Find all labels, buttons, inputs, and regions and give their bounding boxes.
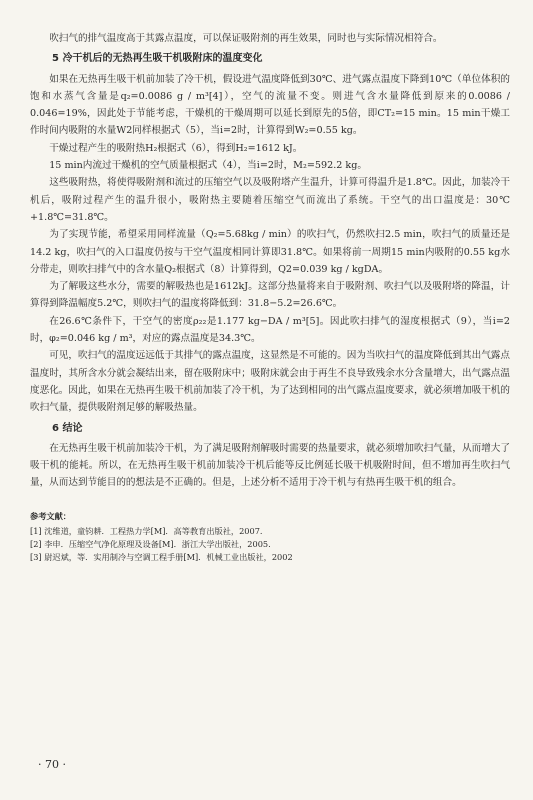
references <box>30 510 510 564</box>
paragraph: 可见，吹扫气的温度远远低于其排气的露点温度，这显然是不可能的。因为当吹扫气的温度降低到其出气露点温度时，其所含水分就会凝结出来，留在吸附床中；吸附床就会由于再生不良导致残余水分含量增大，出气露点温度恶化。因此，如果在无热再生吸干机前加装了冷干机，为了达到相同的出气露点温度要求，就必须增加吸干机的吹扫气量，提供吸附剂足够的解吸热量。 <box>30 350 510 414</box>
paragraph: 干燥过程产生的吸附热H₂根据式（6），得到H₂=1612 kJ。 <box>49 142 303 154</box>
paragraph: 15 min内流过干燥机的空气质量根据式（4），当i=2时，M₂=592.2 kg。 <box>49 160 367 172</box>
paragraph: 为了解吸这些水分，需要的解吸热也是1612kJ。这部分热量将来自于吸附剂、吹扫气以及吸附塔的降温，计算得到降温幅度5.2℃，则吹扫气的温度将降低到：31.8−5.2=26.6℃。 <box>30 281 510 310</box>
page-number: · 70 · <box>38 758 66 771</box>
paragraph: 吹扫气的排气温度高于其露点温度，可以保证吸附剂的再生效果，同时也与实际情况相符合。 <box>49 33 443 44</box>
paragraph: 为了实现节能，希望采用同样流量（Q₂=5.68kg / min）的吹扫气，仍然吹扫2.5 min，吹扫气的质量还是14.2 kg，吹扫气的入口温度仍按与干空气温度相同计算即31.8℃。如果将前一周期15 min内吸附的0.55 kg水分带走，则吹扫排气中的含水量Q₂根据式（8）计算得到，Q2=0.039 kg / kgDA。 <box>30 229 510 275</box>
paragraph: 这些吸附热，将使得吸附剂和流过的压缩空气以及吸附塔产生温升，计算可得温升是1.8℃。因此，加装冷干机后，吸附过程产生的温升很小，吸附热主要随着压缩空气而流出了系统。干空气的出口温度是：30℃+1.8℃=31.8℃。 <box>30 177 510 223</box>
reference-item: [2] 李申．压缩空气净化原理及设备[M]．浙江大学出版社，2005. <box>30 538 271 549</box>
reference-item: [1] 沈维道，童钧耕．工程热力学[M]．高等教育出版社，2007. <box>30 525 263 536</box>
section-heading: 5 冷干机后的无热再生吸干机吸附床的温度变化 <box>52 53 263 65</box>
paragraph: 如果在无热再生吸干机前加装了冷干机，假设进气温度降低到30℃、进气露点温度下降到10℃（单位体积的饱和水蒸气含量是q₂=0.0086 g / m³[4]），空气的流量不变。则进气含水量降低到原来的0.0086 / 0.046=19%，因此处于节能考虑，干燥机的干燥周期可以延长到原先的5倍，即CT₂=15 min。15 min干燥工作时间内吸附的水量W2同样根据式（5），当i=2时，计算得到W₂=0.55 kg。 <box>30 73 510 137</box>
paragraph: 在26.6℃条件下，干空气的密度ρ₂₂是1.177 kg−DA / m³[5]。因此吹扫排气的湿度根据式（9），当i=2时，φ₂=0.046 kg / m³，对应的露点温度是34.3℃。 <box>30 315 510 345</box>
article-body <box>30 30 510 564</box>
references-title: 参考文献： <box>30 510 71 521</box>
section-heading: 6 结论 <box>52 422 83 434</box>
paragraph: 在无热再生吸干机前加装冷干机，为了满足吸附剂解吸时需要的热量要求，就必须增加吹扫气量，从而增大了吸干机的能耗。所以，在无热再生吸干机前加装冷干机后能等反比例延长吸干机吸附时间，但不增加再生吹扫气量，从而达到节能目的的想法是不正确的。但是，上述分析不适用于冷干机与有热再生吸干机的组合。 <box>30 442 510 489</box>
reference-item: [3] 尉迟斌，等．实用制冷与空调工程手册[M]．机械工业出版社，2002 <box>30 551 293 562</box>
